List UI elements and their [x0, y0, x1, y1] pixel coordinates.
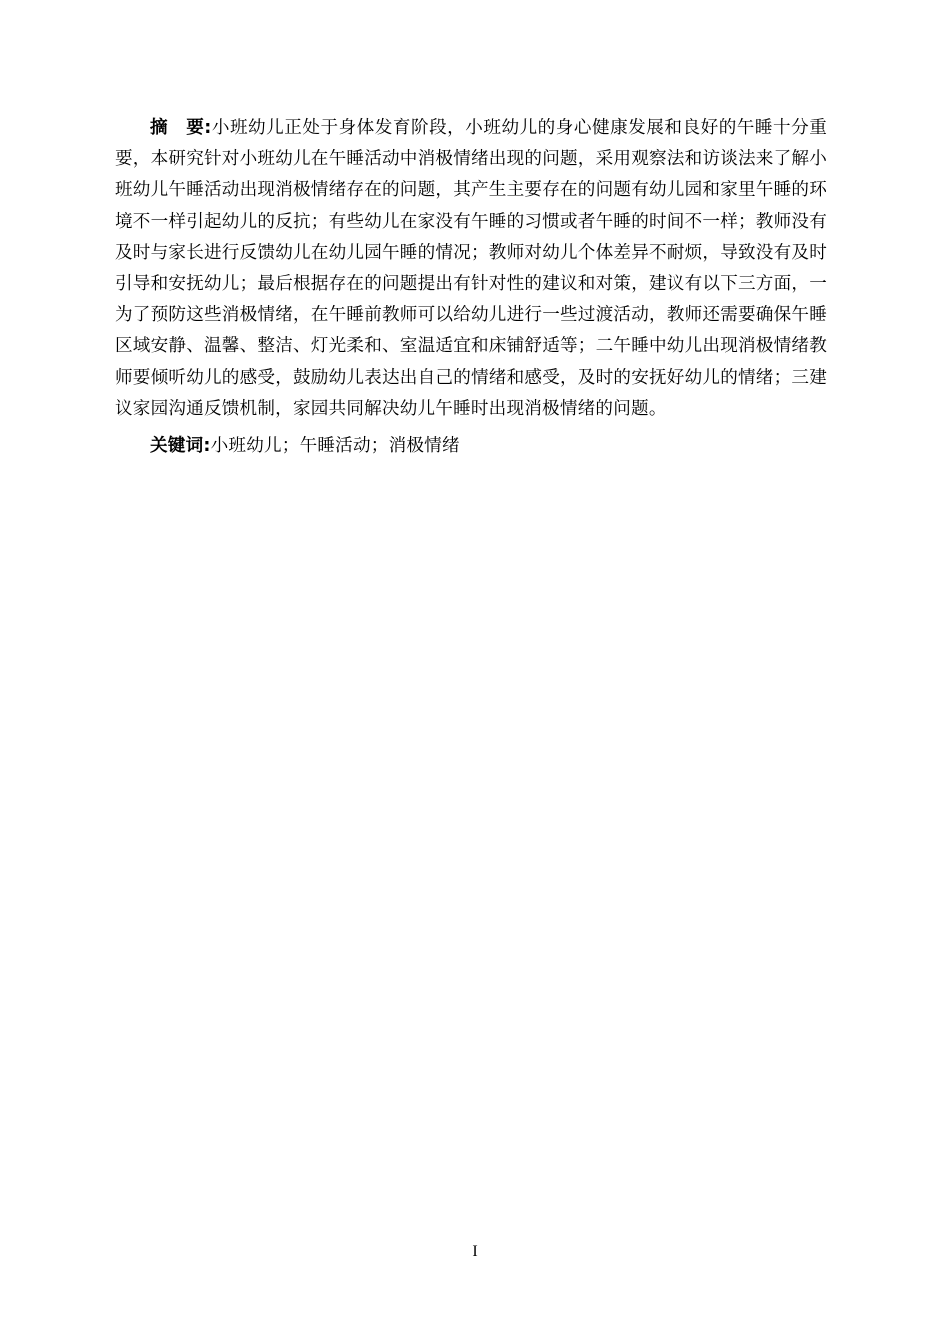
- abstract-label: 摘 要:: [150, 118, 212, 138]
- abstract-paragraph: [115, 113, 827, 425]
- page-number: I: [472, 1243, 478, 1260]
- abstract-text: 小班幼儿正处于身体发育阶段，小班幼儿的身心健康发展和良好的午睡十分重要，本研究针对小班幼儿在午睡活动中消极情绪出现的问题，采用观察法和访谈法来了解小班幼儿午睡活动出现消极情绪存在的问题，其产生主要存在的问题有幼儿园和家里午睡的环境不一样引起幼儿的反抗；有些幼儿在家没有午睡的习惯或者午睡的时间不一样；教师没有及时与家长进行反馈幼儿在幼儿园午睡的情况；教师对幼儿个体差异不耐烦，导致没有及时引导和安抚幼儿；最后根据存在的问题提出有针对性的建议和对策，建议有以下三方面，一为了预防这些消极情绪，在午睡前教师可以给幼儿进行一些过渡活动，教师还需要确保午睡区域安静、温馨、整洁、灯光柔和、室温适宜和床铺舒适等；二午睡中幼儿出现消极情绪教师要倾听幼儿的感受，鼓励幼儿表达出自己的情绪和感受，及时的安抚好幼儿的情绪；三建议家园沟通反馈机制，家园共同解决幼儿午睡时出现消极情绪的问题。: [115, 118, 827, 419]
- keywords-paragraph: [115, 431, 827, 462]
- keywords-text: 小班幼儿；午睡活动；消极情绪: [210, 436, 460, 457]
- abstract-section: [115, 113, 827, 462]
- keywords-label: 关键词:: [150, 436, 211, 457]
